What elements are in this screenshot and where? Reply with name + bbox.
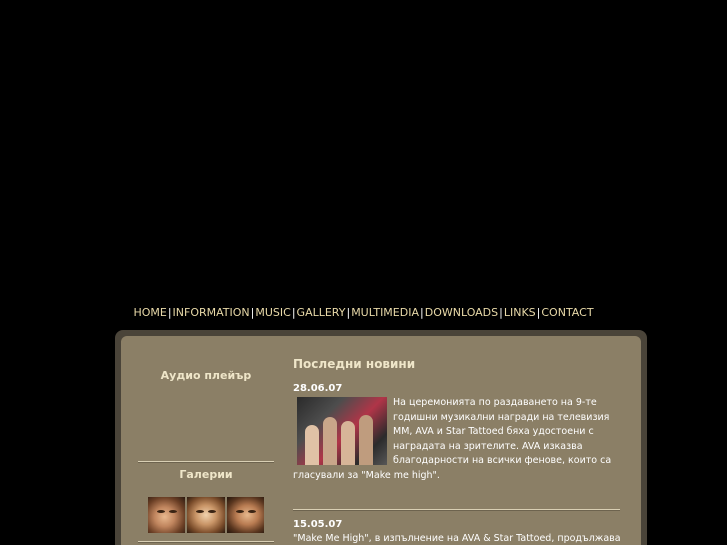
nav-downloads[interactable]: DOWNLOADS bbox=[424, 306, 499, 319]
nav-separator: | bbox=[536, 306, 541, 319]
sidebar-divider bbox=[138, 461, 274, 463]
sidebar-divider bbox=[138, 541, 274, 543]
nav-separator: | bbox=[346, 306, 351, 319]
nav-music[interactable]: MUSIC bbox=[255, 306, 291, 319]
news-date-2: 15.05.07 bbox=[293, 519, 343, 530]
galleries-title: Галерии bbox=[179, 468, 233, 481]
nav-links[interactable]: LINKS bbox=[503, 306, 536, 319]
gallery-thumbnails bbox=[148, 497, 264, 533]
news-heading: Последни новини bbox=[293, 357, 416, 371]
news-text-1 bbox=[293, 396, 615, 484]
nav-separator: | bbox=[167, 306, 172, 319]
nav-separator: | bbox=[250, 306, 255, 319]
nav-separator: | bbox=[420, 306, 424, 319]
nav-multimedia[interactable]: MULTIMEDIA bbox=[351, 306, 419, 319]
nav-contact[interactable]: CONTACT bbox=[541, 306, 594, 319]
main-nav bbox=[0, 306, 727, 320]
gallery-thumb-1[interactable] bbox=[148, 497, 185, 533]
news-photo-spacer bbox=[293, 396, 393, 468]
nav-information[interactable]: INFORMATION bbox=[172, 306, 250, 319]
gallery-thumb-3[interactable] bbox=[227, 497, 264, 533]
audio-player-title: Аудио плейър bbox=[160, 369, 252, 382]
news-date-1: 28.06.07 bbox=[293, 383, 343, 394]
news-text-2: "Make Me High", в изпълнение на AVA & Star Tattoed, продължава bbox=[293, 533, 621, 544]
nav-gallery[interactable]: GALLERY bbox=[296, 306, 346, 319]
news-divider bbox=[293, 509, 620, 511]
news-body-1: На церемонията по раздаването на 9-те годишни музикални награди на телевизия ММ, AVA и Star Tattoed бяха удостоени с наградата на зрителите. AVA изказва благодарности на всички фенове, които са гласували за "Make me high". bbox=[293, 397, 612, 481]
gallery-thumb-2[interactable] bbox=[187, 497, 224, 533]
nav-home[interactable]: HOME bbox=[133, 306, 167, 319]
nav-separator: | bbox=[291, 306, 296, 319]
nav-separator: | bbox=[499, 306, 503, 319]
